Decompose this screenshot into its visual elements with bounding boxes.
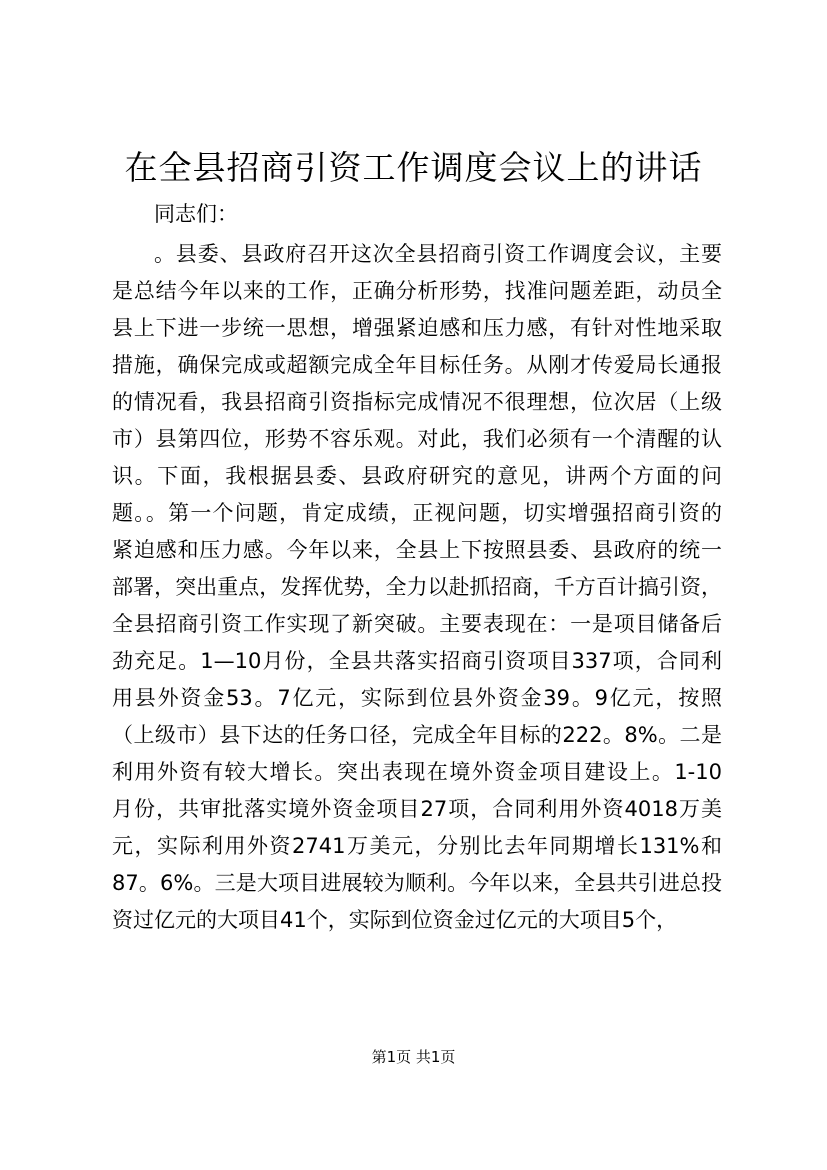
text-line: 题。。第一个问题，肯定成绩，正视问题，切实增强招商引资的 [112, 501, 722, 525]
text-line: 的情况看，我县招商引资指标完成情况不很理想，位次居（上级 [112, 390, 722, 414]
text-line: 利用外资有较大增长。突出表现在境外资金项目建设上。1-10 [112, 760, 722, 784]
text-line: 紧迫感和压力感。今年以来，全县上下按照县委、县政府的统一 [112, 538, 722, 562]
text-line: 是总结今年以来的工作，正确分析形势，找准问题差距，动员全 [112, 279, 722, 303]
text-line: 县上下进一步统一思想，增强紧迫感和压力感，有针对性地采取 [112, 316, 722, 340]
text-line: 劲充足。1—10月份，全县共落实招商引资项目337项，合同利 [112, 649, 722, 673]
document-title: 在全县招商引资工作调度会议上的讲话 [124, 148, 703, 187]
text-line: 月份，共审批落实境外资金项目27项，合同利用外资4018万美 [112, 797, 722, 821]
text-line: 措施，确保完成或超额完成全年目标任务。从刚才传爱局长通报 [112, 353, 722, 377]
text-line: 资过亿元的大项目41个，实际到位资金过亿元的大项目5个， [112, 908, 678, 932]
text-line: 用县外资金53。7亿元，实际到位县外资金39。9亿元，按照 [112, 686, 722, 710]
page-number-footer: 第1页 共1页 [371, 1048, 456, 1066]
text-line: （上级市）县下达的任务口径，完成全年目标的222。8%。二是 [112, 723, 722, 747]
text-line: 元，实际利用外资2741万美元，分别比去年同期增长131%和 [112, 834, 722, 858]
text-line: 。县委、县政府召开这次全县招商引资工作调度会议，主要 [154, 242, 722, 266]
salutation: 同志们： [154, 202, 238, 226]
body-paragraph [112, 236, 722, 939]
text-line: 识。下面，我根据县委、县政府研究的意见，讲两个方面的问 [112, 464, 722, 488]
text-line: 部署，突出重点，发挥优势，全力以赴抓招商，千方百计搞引资， [112, 575, 722, 599]
text-line: 市）县第四位，形势不容乐观。对此，我们必须有一个清醒的认 [112, 427, 722, 451]
text-line: 全县招商引资工作实现了新突破。主要表现在：一是项目储备后 [112, 612, 722, 636]
text-line: 87。6%。三是大项目进展较为顺利。今年以来，全县共引进总投 [112, 871, 722, 895]
